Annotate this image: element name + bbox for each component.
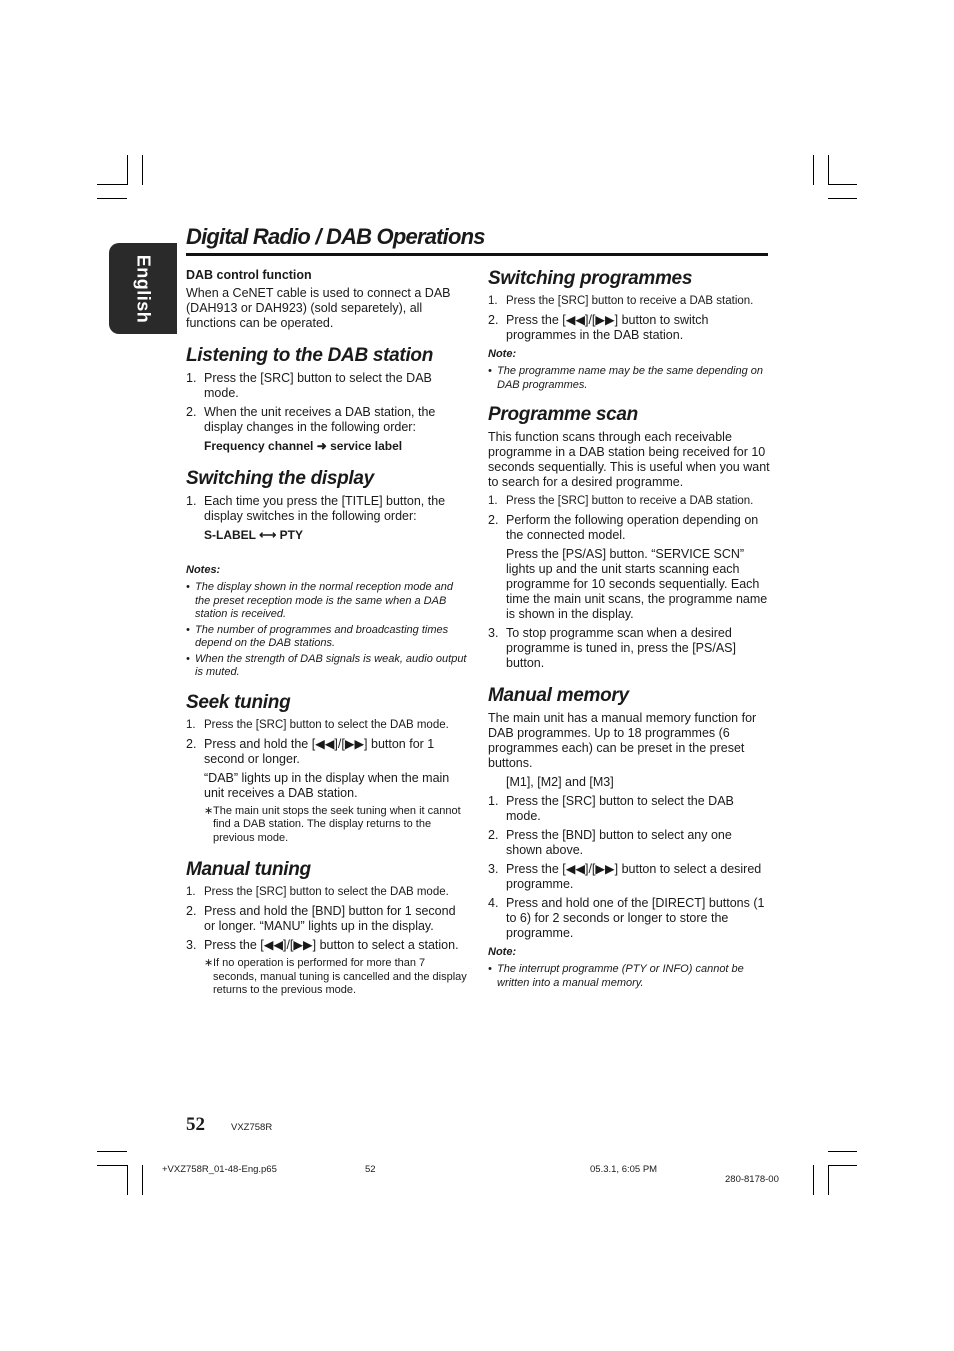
left-column <box>186 268 468 1002</box>
note: • The number of programmes and broadcasting times depend on the DAB stations. <box>186 623 449 649</box>
dab-control-text: When a CeNET cable is used to connect a DAB (DAH913 or DAH923) (sold separetely), all functions can be operated. <box>186 286 451 330</box>
list-item: 2. When the unit receives a DAB station, the display changes in the following order: <box>186 405 436 434</box>
note: • When the strength of DAB signals is weak, audio output is muted. <box>186 652 467 678</box>
display-sequence: S-LABEL ⟷ PTY <box>204 528 303 542</box>
list-item: 2. Press the [BND] button to select any one shown above. <box>488 828 732 857</box>
crop-mark <box>142 155 143 185</box>
dab-control-heading: DAB control function <box>186 268 312 282</box>
note: • The interrupt programme (PTY or INFO) cannot be written into a manual memory. <box>488 963 744 989</box>
file-name: +VXZ758R_01-48-Eng.p65 <box>162 1164 277 1175</box>
list-item: 3. Press the [◀◀]/[▶▶] button to select a desired programme. <box>488 862 762 891</box>
part-code: 280-8178-00 <box>725 1174 779 1185</box>
list-item: 3. Press the [◀◀]/[▶▶] button to select a station. <box>186 938 459 952</box>
list-item: 1. Press the [SRC] button to receive a DAB station. <box>488 495 754 507</box>
list-item: 1. Press the [SRC] button to select the DAB mode. <box>488 794 734 823</box>
list-item: 1. Press the [SRC] button to select the DAB mode. <box>186 886 449 898</box>
crop-mark <box>813 1165 814 1195</box>
manual-memory-steps <box>488 794 770 941</box>
crop-mark <box>828 198 857 199</box>
manual-memory-heading: Manual memory <box>488 685 629 706</box>
list-item: 1. Press the [SRC] button to select the DAB mode. <box>186 371 432 400</box>
listening-steps <box>186 371 468 435</box>
language-tab-label: English <box>133 254 154 323</box>
manual-memory-intro: The main unit has a manual memory function for DAB programmes. Up to 18 programmes (6 programmes each) can be preset in the preset buttons. <box>488 711 757 770</box>
list-item: 2. Perform the following operation depending on the connected model. <box>488 513 759 542</box>
manual-tuning-steps <box>186 885 468 953</box>
title-rule <box>186 253 768 256</box>
switching-display-steps <box>186 494 468 524</box>
switching-programmes-heading: Switching programmes <box>488 268 693 289</box>
crop-mark <box>828 155 829 185</box>
switching-display-heading: Switching the display <box>186 468 374 489</box>
seek-asterisk-note: ∗ The main unit stops the seek tuning when it cannot find a DAB station. The display returns to the previous mode. <box>204 804 461 844</box>
listening-sequence: Frequency channel ➜ service label <box>204 439 403 453</box>
crop-mark <box>97 198 127 199</box>
seek-sub: “DAB” lights up in the display when the main unit receives a DAB station. <box>204 770 450 800</box>
seek-tuning-heading: Seek tuning <box>186 691 291 713</box>
notes-heading: Notes: <box>186 564 221 576</box>
crop-mark <box>828 1165 829 1195</box>
crop-mark <box>97 184 127 185</box>
note: • The display shown in the normal reception mode and the preset reception mode is the same when a DAB station is received. <box>186 581 454 620</box>
crop-mark <box>813 155 814 185</box>
crop-mark <box>828 1165 857 1166</box>
crop-mark <box>97 1165 127 1166</box>
programme-scan-heading: Programme scan <box>488 404 638 425</box>
crop-mark <box>127 1165 128 1195</box>
crop-mark <box>97 1151 127 1152</box>
memory-banks: [M1], [M2] and [M3] <box>506 775 614 789</box>
model-code: VXZ758R <box>231 1122 273 1133</box>
list-item: 2. Press and hold the [◀◀]/[▶▶] button for 1 second or longer. <box>186 736 435 766</box>
crop-mark <box>828 184 857 185</box>
right-column <box>488 268 770 992</box>
programme-scan-steps-cont <box>488 626 770 671</box>
list-item: 1. Each time you press the [TITLE] button, the display switches in the following order: <box>186 494 446 523</box>
page-number: 52 <box>186 1114 205 1135</box>
page-title: Digital Radio / DAB Operations <box>186 224 485 249</box>
crop-mark <box>142 1165 143 1195</box>
language-tab <box>109 243 177 334</box>
manual-tuning-asterisk-note: ∗ If no operation is performed for more than 7 seconds, manual tuning is cancelled and the display returns to the previous mode. <box>204 957 467 996</box>
list-item: 1. Press the [SRC] button to select the DAB mode. <box>186 718 449 731</box>
print-datetime: 05.3.1, 6:05 PM <box>590 1164 658 1175</box>
crop-mark <box>127 155 128 185</box>
programme-scan-sub: Press the [PS/AS] button. “SERVICE SCN” lights up and the unit starts scanning each programme for 10 seconds sequentially. Each time the main unit scans, the programme name is shown in the display. <box>506 547 768 621</box>
programme-scan-steps <box>488 494 770 543</box>
list-item: 3. To stop programme scan when a desired programme is tuned in, press the [PS/AS] button. <box>488 626 736 670</box>
crop-mark <box>828 1151 857 1152</box>
listening-heading: Listening to the DAB station <box>186 345 434 366</box>
file-page: 52 <box>365 1164 376 1175</box>
list-item: 2. Press the [◀◀]/[▶▶] button to switch programmes in the DAB station. <box>488 313 709 342</box>
list-item: 4. Press and hold one of the [DIRECT] buttons (1 to 6) for 2 seconds or longer to store the programme. <box>488 896 765 940</box>
manual-tuning-heading: Manual tuning <box>186 859 311 880</box>
note: • The programme name may be the same depending on DAB programmes. <box>488 365 763 391</box>
list-item: 1. Press the [SRC] button to receive a DAB station. <box>488 295 754 307</box>
seek-steps <box>186 718 468 767</box>
programme-scan-intro: This function scans through each receivable programme in a DAB station being received for 10 seconds sequentially. This is useful when you want to search for a desired programme. <box>488 430 770 489</box>
list-item: 2. Press and hold the [BND] button for 1 second or longer. “MANU” lights up in the display. <box>186 904 456 933</box>
switching-programmes-steps <box>488 294 770 343</box>
note-heading: Note: <box>488 946 517 958</box>
note-heading: Note: <box>488 348 517 360</box>
